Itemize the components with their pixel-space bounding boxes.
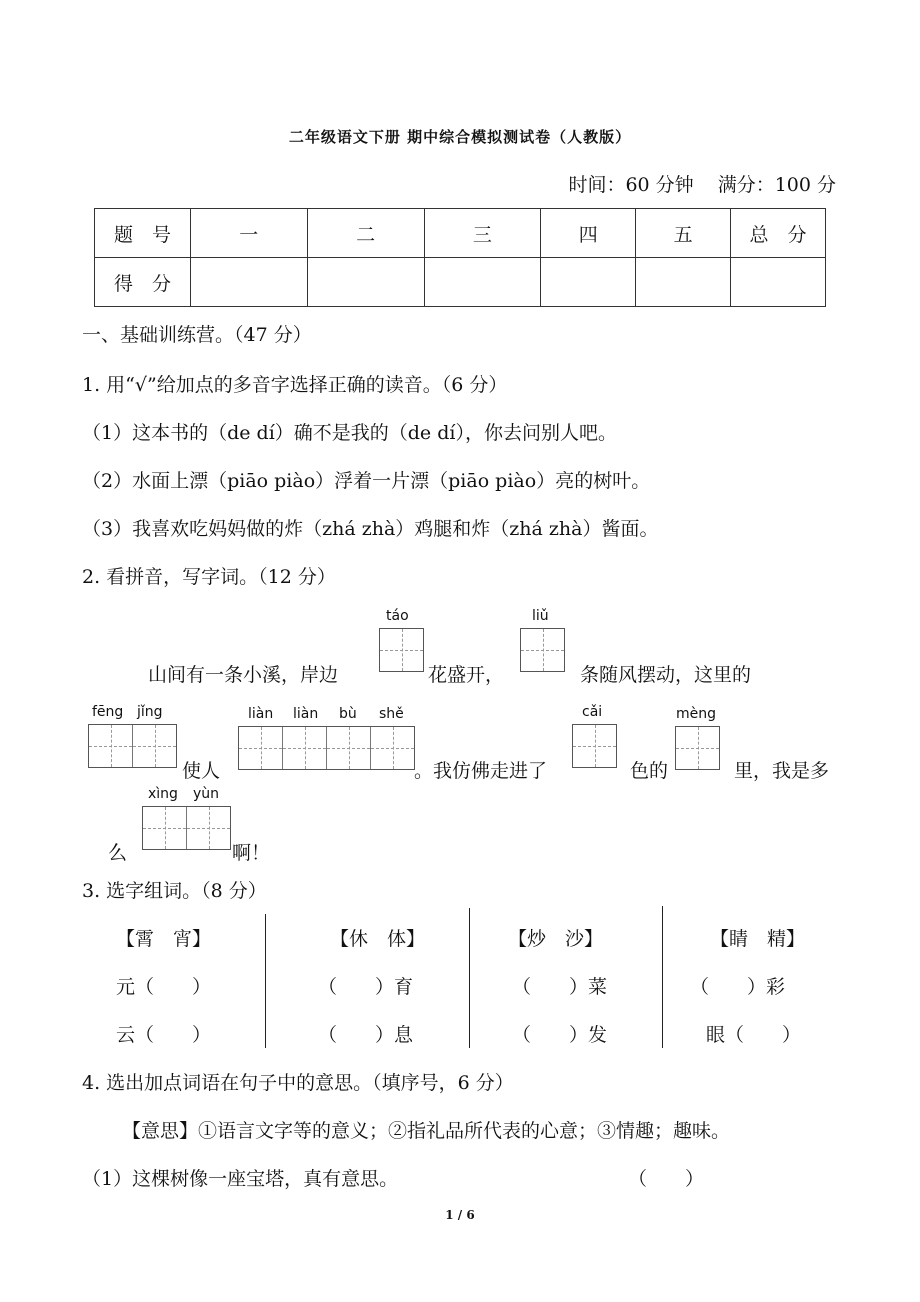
pinyin-label: shě bbox=[379, 706, 404, 722]
word-blank[interactable]: （ ）发 bbox=[512, 1024, 608, 1046]
score-blank[interactable] bbox=[424, 258, 541, 307]
pinyin-label: bù bbox=[339, 706, 357, 722]
char-pair-header: 【睛 精】 bbox=[710, 928, 806, 950]
passage-text: 里，我是多 bbox=[734, 760, 830, 782]
char-pair-header: 【休 体】 bbox=[330, 928, 426, 950]
passage-text: 色的 bbox=[630, 760, 669, 782]
question-1-item: （1）这本书的（de dí）确不是我的（de dí），你去问别人吧。 bbox=[82, 422, 617, 444]
passage-text: 啊！ bbox=[232, 842, 271, 864]
score-table bbox=[94, 208, 826, 307]
page-number: 1 / 6 bbox=[445, 1208, 475, 1222]
pinyin-label: liǔ bbox=[532, 608, 549, 624]
word-blank[interactable]: 眼（ ） bbox=[706, 1024, 802, 1046]
score-table-cell: 一 bbox=[190, 209, 307, 258]
question-1-title: 1. 用“√”给加点的多音字选择正确的读音。（6 分） bbox=[82, 374, 508, 396]
time-limit: 时间：60 分钟 bbox=[568, 174, 694, 196]
score-table-header-row bbox=[95, 209, 826, 258]
word-blank[interactable]: （ ）菜 bbox=[512, 976, 608, 998]
score-table-cell: 四 bbox=[541, 209, 636, 258]
meaning-options: 【意思】①语言文字等的意义；②指礼品所代表的心意；③情趣；趣味。 bbox=[122, 1120, 731, 1142]
column-divider bbox=[662, 906, 663, 1048]
word-blank[interactable]: 云（ ） bbox=[116, 1024, 212, 1046]
score-table-cell: 三 bbox=[424, 209, 541, 258]
pinyin-label: cǎi bbox=[582, 704, 603, 720]
passage-text: 。我仿佛走进了 bbox=[414, 760, 548, 782]
word-blank[interactable]: （ ）彩 bbox=[690, 976, 786, 998]
score-blank[interactable] bbox=[731, 258, 826, 307]
question-1-item: （3）我喜欢吃妈妈做的炸（zhá zhà）鸡腿和炸（zhá zhà）酱面。 bbox=[82, 518, 659, 540]
section-heading: 一、基础训练营。（47 分） bbox=[82, 324, 312, 346]
score-table-cell: 五 bbox=[636, 209, 731, 258]
question-2-title: 2. 看拼音，写字词。（12 分） bbox=[82, 566, 336, 588]
writing-grid[interactable] bbox=[675, 726, 720, 770]
passage-text: 使人 bbox=[182, 760, 221, 782]
score-table-score-row bbox=[95, 258, 826, 307]
pinyin-label: yùn bbox=[193, 786, 220, 802]
score-blank[interactable] bbox=[636, 258, 731, 307]
score-row-label: 得 分 bbox=[95, 258, 191, 307]
pinyin-label: liàn bbox=[293, 706, 319, 722]
time-score-info bbox=[544, 170, 836, 197]
writing-grid[interactable] bbox=[88, 724, 177, 768]
pinyin-label: xìng bbox=[148, 786, 178, 802]
word-blank[interactable]: （ ）息 bbox=[318, 1024, 414, 1046]
passage-text: 山间有一条小溪，岸边 bbox=[148, 664, 339, 686]
passage-text: 花盛开， bbox=[428, 664, 505, 686]
score-blank[interactable] bbox=[307, 258, 424, 307]
question-1-item: （2）水面上漂（piāo piào）浮着一片漂（piāo piào）亮的树叶。 bbox=[82, 470, 651, 492]
score-table-cell: 总 分 bbox=[731, 209, 826, 258]
passage-text: 么 bbox=[108, 842, 128, 864]
column-divider bbox=[469, 908, 470, 1048]
char-pair-header: 【炒 沙】 bbox=[508, 928, 604, 950]
writing-grid[interactable] bbox=[142, 806, 231, 850]
column-divider bbox=[265, 914, 266, 1048]
pinyin-label: táo bbox=[386, 608, 409, 624]
writing-grid[interactable] bbox=[520, 628, 565, 672]
question-4-item: （1）这棵树像一座宝塔，真有意思。 bbox=[82, 1168, 399, 1190]
answer-blank[interactable]: （ ） bbox=[628, 1168, 705, 1190]
pinyin-label: fēng bbox=[92, 704, 124, 720]
writing-grid[interactable] bbox=[572, 724, 617, 768]
char-pair-header: 【霄 宵】 bbox=[116, 928, 212, 950]
score-table-cell: 二 bbox=[307, 209, 424, 258]
passage-text: 条随风摆动，这里的 bbox=[580, 664, 752, 686]
pinyin-label: mèng bbox=[676, 706, 717, 722]
score-table-cell: 题 号 bbox=[95, 209, 191, 258]
pinyin-label: liàn bbox=[248, 706, 274, 722]
question-3-title: 3. 选字组词。（8 分） bbox=[82, 880, 267, 902]
pinyin-label: jǐng bbox=[137, 704, 163, 720]
word-blank[interactable]: （ ）育 bbox=[318, 976, 414, 998]
writing-grid[interactable] bbox=[379, 628, 424, 672]
writing-grid[interactable] bbox=[238, 726, 415, 770]
full-score: 满分：100 分 bbox=[717, 174, 836, 196]
question-4-title: 4. 选出加点词语在句子中的意思。（填序号，6 分） bbox=[82, 1072, 514, 1094]
score-blank[interactable] bbox=[190, 258, 307, 307]
score-blank[interactable] bbox=[541, 258, 636, 307]
page-title: 二年级语文下册 期中综合模拟测试卷（人教版） bbox=[288, 128, 632, 146]
word-blank[interactable]: 元（ ） bbox=[116, 976, 212, 998]
